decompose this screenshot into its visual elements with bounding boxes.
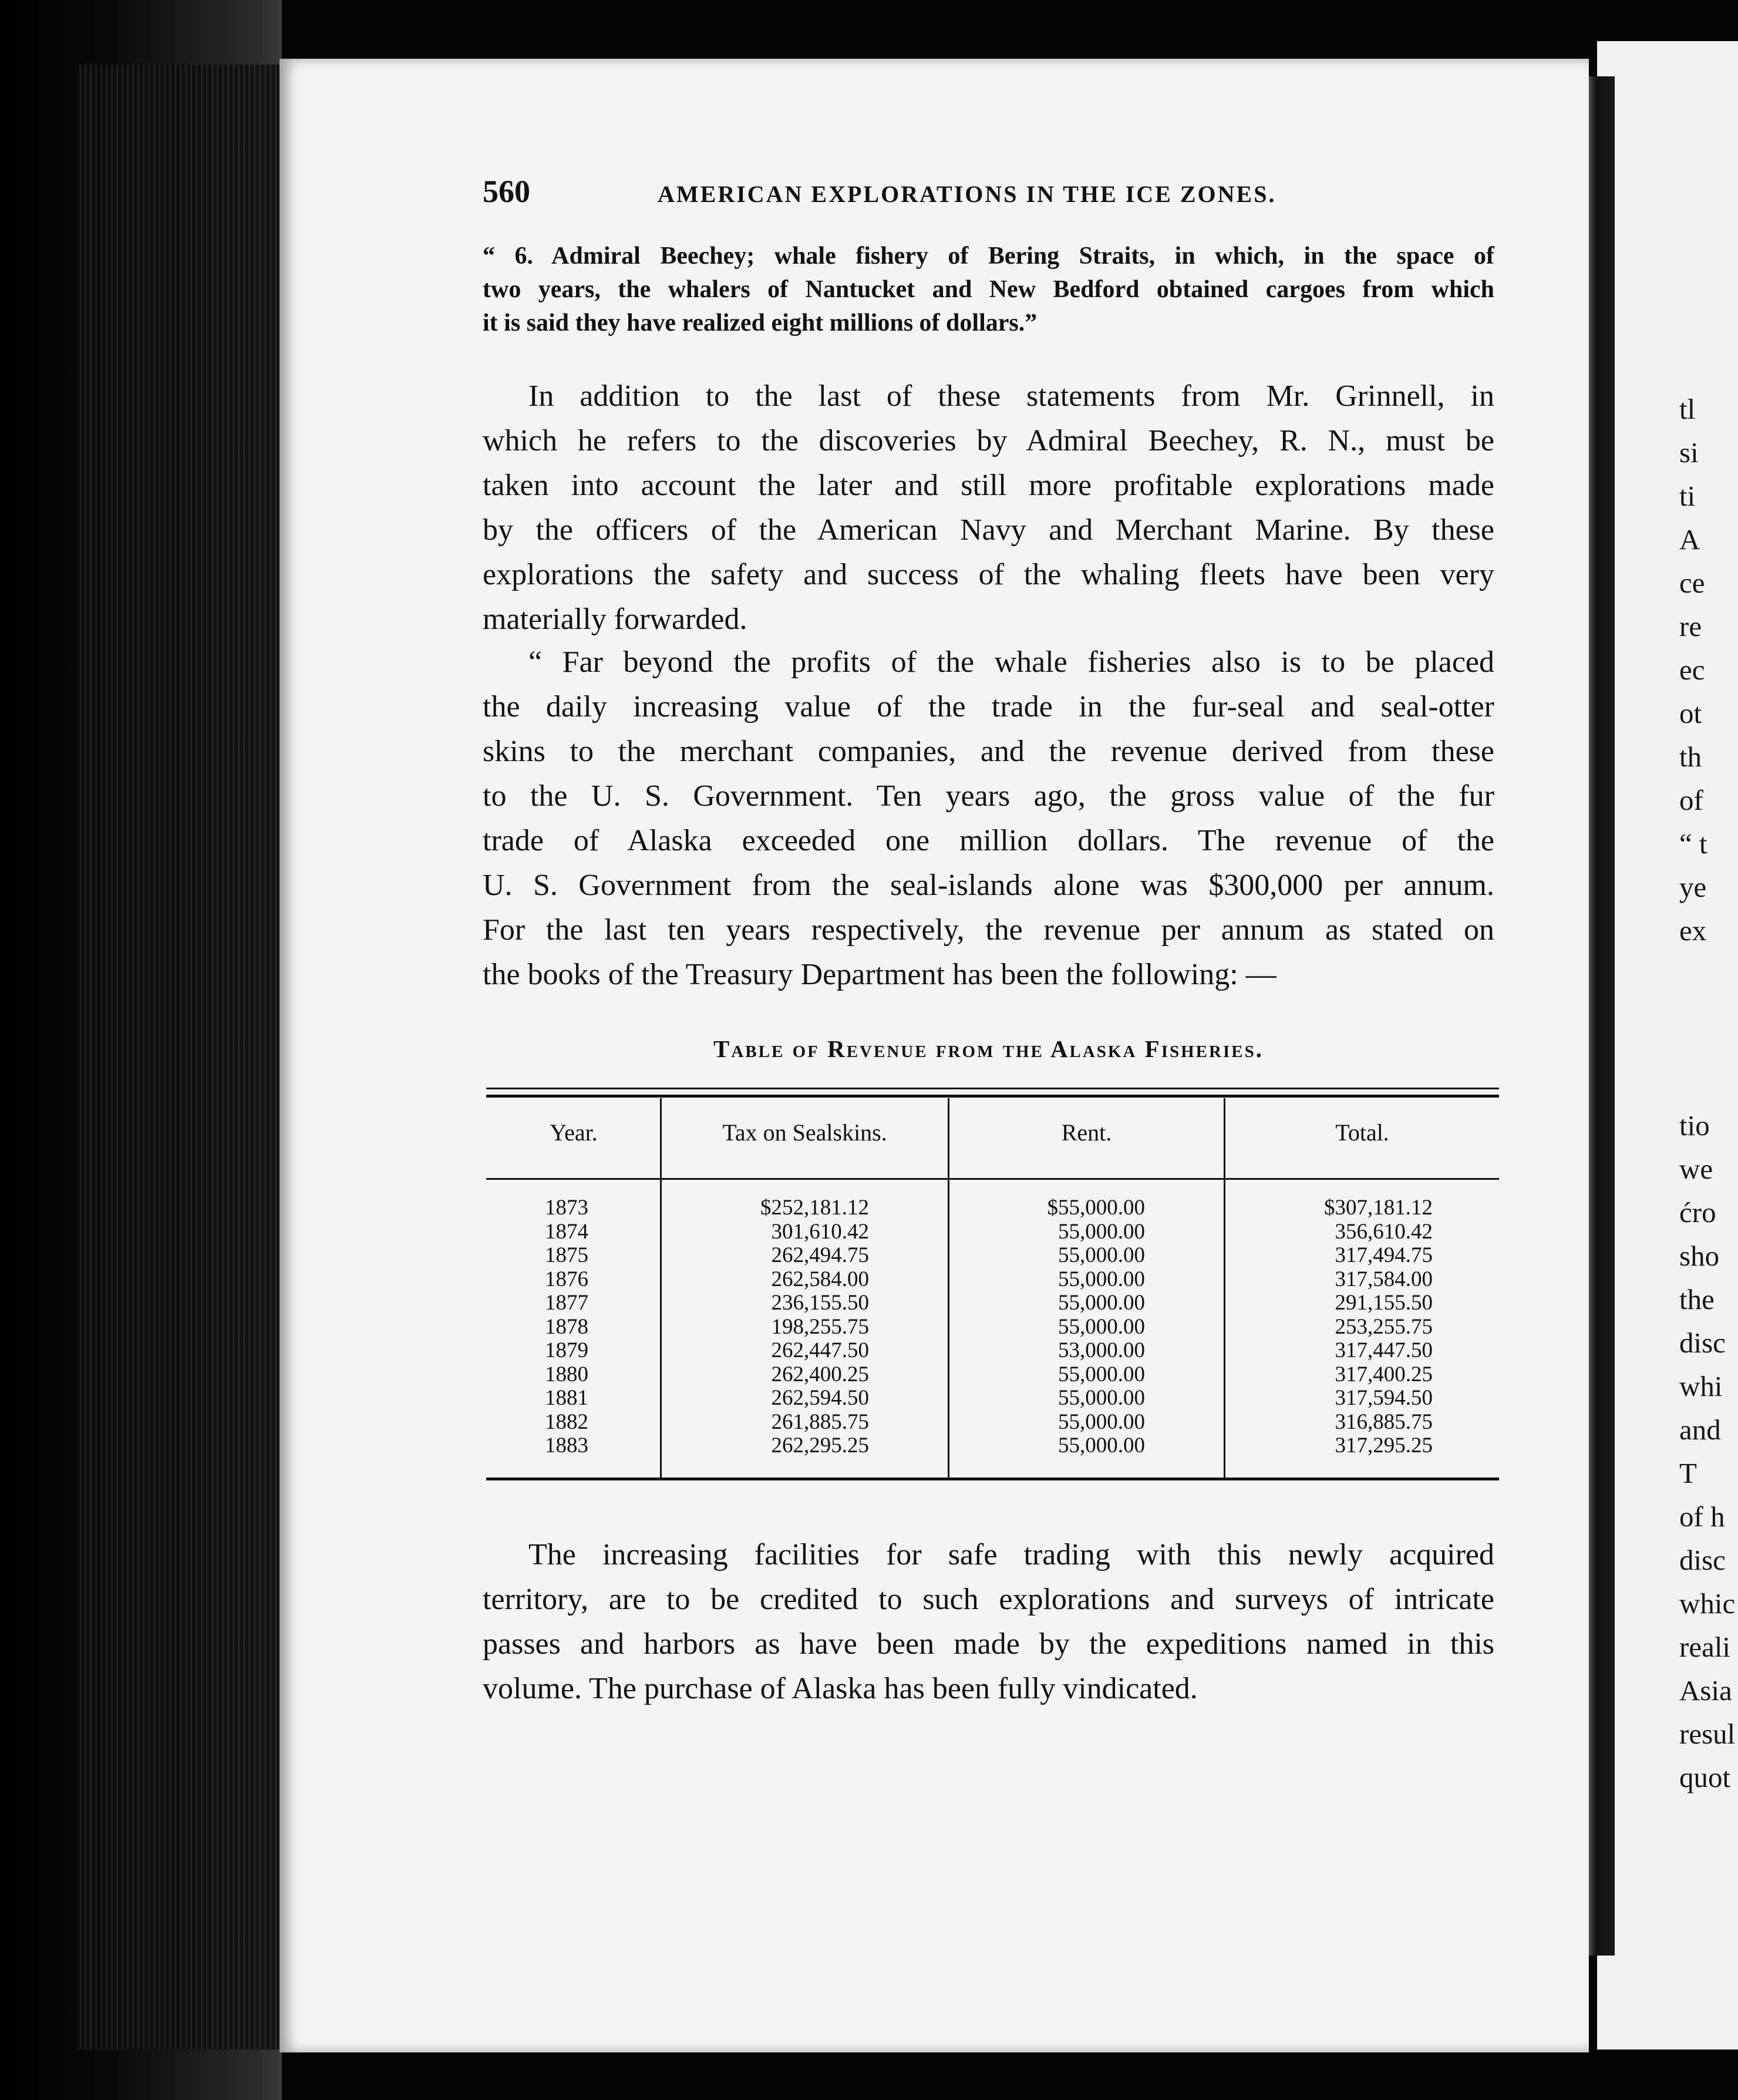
table-header-rule — [486, 1178, 1499, 1180]
paragraph-line: skins to the merchant companies, and the revenue derived from these — [483, 735, 1494, 768]
table-cell-year: 1881 — [545, 1386, 588, 1410]
table-cell-tax: 262,594.50 — [771, 1386, 869, 1410]
header-tax: Tax on Sealskins. — [722, 1119, 887, 1146]
table-cell-total: 316,885.75 — [1335, 1409, 1433, 1434]
table-cell-tax: 262,447.50 — [771, 1338, 869, 1362]
paragraph-1 — [483, 374, 1494, 642]
running-head: AMERICAN EXPLORATIONS IN THE ICE ZONES. — [658, 181, 1276, 207]
table-cell-tax: 262,295.25 — [771, 1433, 869, 1458]
paragraph-3 — [483, 1533, 1494, 1711]
facing-page-fragment: quot — [1679, 1761, 1731, 1793]
facing-page-fragment: and — [1679, 1414, 1721, 1446]
table-cell-tax: 262,400.25 — [771, 1362, 869, 1386]
facing-page-fragment: disc — [1679, 1544, 1726, 1576]
paragraph-line: materially forwarded. — [483, 603, 747, 636]
rent-column — [1010, 1196, 1145, 1458]
table-bottom-rule — [486, 1478, 1499, 1480]
table-cell-total: 317,494.75 — [1335, 1243, 1433, 1267]
table-cell-total: $307,181.12 — [1324, 1196, 1433, 1220]
paragraph-line: “ Far beyond the profits of the whale fisheries also is to be placed — [528, 645, 1494, 679]
facing-page-fragment: the — [1679, 1283, 1715, 1315]
page-number: 560 — [483, 174, 530, 209]
table-cell-total: 291,155.50 — [1335, 1291, 1433, 1315]
table-cell-rent: 55,000.00 — [1058, 1409, 1145, 1434]
paragraph-line: U. S. Government from the seal-islands alone was $300,000 per annum. — [483, 869, 1494, 902]
header-year: Year. — [550, 1119, 598, 1146]
table-cell-total: 317,584.00 — [1335, 1267, 1433, 1291]
table-cell-tax: 198,255.75 — [771, 1314, 869, 1339]
table-cell-rent: $55,000.00 — [1047, 1196, 1145, 1220]
header-rent: Rent. — [1061, 1119, 1112, 1146]
facing-page-fragment: ex — [1679, 914, 1707, 947]
paragraph-2 — [483, 640, 1494, 997]
paragraph-line: volume. The purchase of Alaska has been fully vindicated. — [483, 1672, 1198, 1705]
paragraph-line: to the U. S. Government. Ten years ago, the gross value of the fur — [483, 779, 1494, 813]
paragraph-line: taken into account the later and still more profitable explorations made — [483, 469, 1494, 502]
table-cell-year: 1874 — [545, 1219, 588, 1244]
table-cell-total: 253,255.75 — [1335, 1314, 1433, 1339]
table-cell-tax: $252,181.12 — [760, 1196, 869, 1220]
table-cell-rent: 53,000.00 — [1058, 1338, 1145, 1362]
table-cell-rent: 55,000.00 — [1058, 1314, 1145, 1339]
table-cell-total: 317,447.50 — [1335, 1338, 1433, 1362]
facing-page-fragment: tio — [1679, 1109, 1710, 1142]
facing-page-fragment: ec — [1679, 654, 1705, 686]
facing-page-fragment: ti — [1679, 480, 1696, 512]
table-top-rule-heavy — [486, 1095, 1499, 1098]
facing-page-fragment: ye — [1679, 871, 1707, 903]
facing-page-fragment: ćro — [1679, 1196, 1716, 1229]
table-cell-total: 317,594.50 — [1335, 1386, 1433, 1410]
facing-page-fragment: tl — [1679, 393, 1696, 425]
facing-page-fragment: whi — [1679, 1370, 1723, 1402]
table-cell-rent: 55,000.00 — [1058, 1243, 1145, 1267]
table-cell-year: 1876 — [545, 1267, 588, 1291]
paragraph-line: territory, are to be credited to such explorations and surveys of intricate — [483, 1583, 1494, 1616]
facing-page-fragment: si — [1679, 436, 1699, 469]
facing-page-fragment: sho — [1679, 1240, 1720, 1272]
paragraph-line: explorations the safety and success of the whaling fleets have been very — [483, 558, 1494, 591]
facing-page-fragment: resul — [1679, 1718, 1736, 1750]
column-divider — [1224, 1098, 1225, 1480]
paragraph-line: passes and harbors as have been made by the expeditions named in this — [483, 1627, 1494, 1661]
table-cell-year: 1883 — [545, 1433, 588, 1458]
paragraph-line: which he refers to the discoveries by Admiral Beechey, R. N., must be — [483, 424, 1494, 457]
table-cell-total: 317,295.25 — [1335, 1433, 1433, 1458]
facing-page-fragment: reali — [1679, 1631, 1731, 1663]
table-cell-rent: 55,000.00 — [1058, 1433, 1145, 1458]
facing-page-fragment: Asia — [1679, 1674, 1732, 1707]
facing-page-fragment: th — [1679, 741, 1702, 773]
paragraph-line: For the last ten years respectively, the revenue per annum as stated on — [483, 913, 1494, 947]
table-cell-rent: 55,000.00 — [1058, 1362, 1145, 1386]
facing-page-fragment: re — [1679, 610, 1702, 642]
column-divider — [660, 1098, 662, 1480]
facing-page — [1597, 41, 1738, 2049]
facing-page-fragment: ce — [1679, 567, 1705, 599]
page-header — [483, 173, 1503, 214]
table-cell-year: 1880 — [545, 1362, 588, 1386]
quoted-passage — [483, 240, 1494, 340]
table-cell-tax: 262,584.00 — [771, 1267, 869, 1291]
paragraph-line: trade of Alaska exceeded one million dollars. The revenue of the — [483, 824, 1494, 857]
paragraph-line: the daily increasing value of the trade in the fur-seal and seal-otter — [483, 690, 1494, 723]
table-top-rule — [486, 1088, 1499, 1089]
facing-page-fragment: T — [1679, 1457, 1697, 1489]
facing-page-fragment: disc — [1679, 1327, 1726, 1359]
table-cell-tax: 261,885.75 — [771, 1409, 869, 1434]
year-column — [517, 1196, 617, 1458]
table-cell-tax: 262,494.75 — [771, 1243, 869, 1267]
total-column — [1286, 1196, 1433, 1458]
header-total: Total. — [1335, 1119, 1389, 1146]
table-cell-year: 1878 — [545, 1314, 588, 1339]
paragraph-line: The increasing facilities for safe trading with this newly acquired — [528, 1538, 1494, 1571]
facing-page-fragment: of — [1679, 784, 1703, 816]
table-cell-rent: 55,000.00 — [1058, 1386, 1145, 1410]
table-cell-year: 1882 — [545, 1409, 588, 1434]
page-edges — [76, 65, 288, 2049]
table-title: Table of Revenue from the Alaska Fisheries. — [713, 1035, 1264, 1062]
table-cell-rent: 55,000.00 — [1058, 1219, 1145, 1244]
facing-page-fragment: “ t — [1679, 827, 1707, 860]
table-cell-total: 317,400.25 — [1335, 1362, 1433, 1386]
quote-line: “ 6. Admiral Beechey; whale fishery of Bering Straits, in which, in the space of — [483, 243, 1494, 270]
facing-page-fragment: whic — [1679, 1587, 1736, 1620]
table-cell-tax: 301,610.42 — [771, 1219, 869, 1244]
table-cell-year: 1879 — [545, 1338, 588, 1362]
table-cell-year: 1873 — [545, 1196, 588, 1220]
facing-page-fragment: of h — [1679, 1500, 1725, 1533]
table-cell-year: 1877 — [545, 1291, 588, 1315]
quote-line: it is said they have realized eight millions of dollars.” — [483, 309, 1038, 336]
quote-line: two years, the whalers of Nantucket and New Bedford obtained cargoes from which — [483, 276, 1494, 303]
facing-page-fragment: we — [1679, 1153, 1713, 1185]
table-cell-year: 1875 — [545, 1243, 588, 1267]
table-cell-total: 356,610.42 — [1335, 1219, 1433, 1244]
table-cell-tax: 236,155.50 — [771, 1291, 869, 1315]
facing-page-fragment: ot — [1679, 697, 1702, 729]
facing-page-fragment: A — [1679, 523, 1700, 556]
paragraph-line: by the officers of the American Navy and Merchant Marine. By these — [483, 513, 1494, 547]
table-cell-rent: 55,000.00 — [1058, 1291, 1145, 1315]
paragraph-line: In addition to the last of these statements from Mr. Grinnell, in — [528, 379, 1494, 413]
table-cell-rent: 55,000.00 — [1058, 1267, 1145, 1291]
column-divider — [948, 1098, 949, 1480]
tax-column — [722, 1196, 869, 1458]
paragraph-line: the books of the Treasury Department has been the following: — — [483, 958, 1276, 991]
